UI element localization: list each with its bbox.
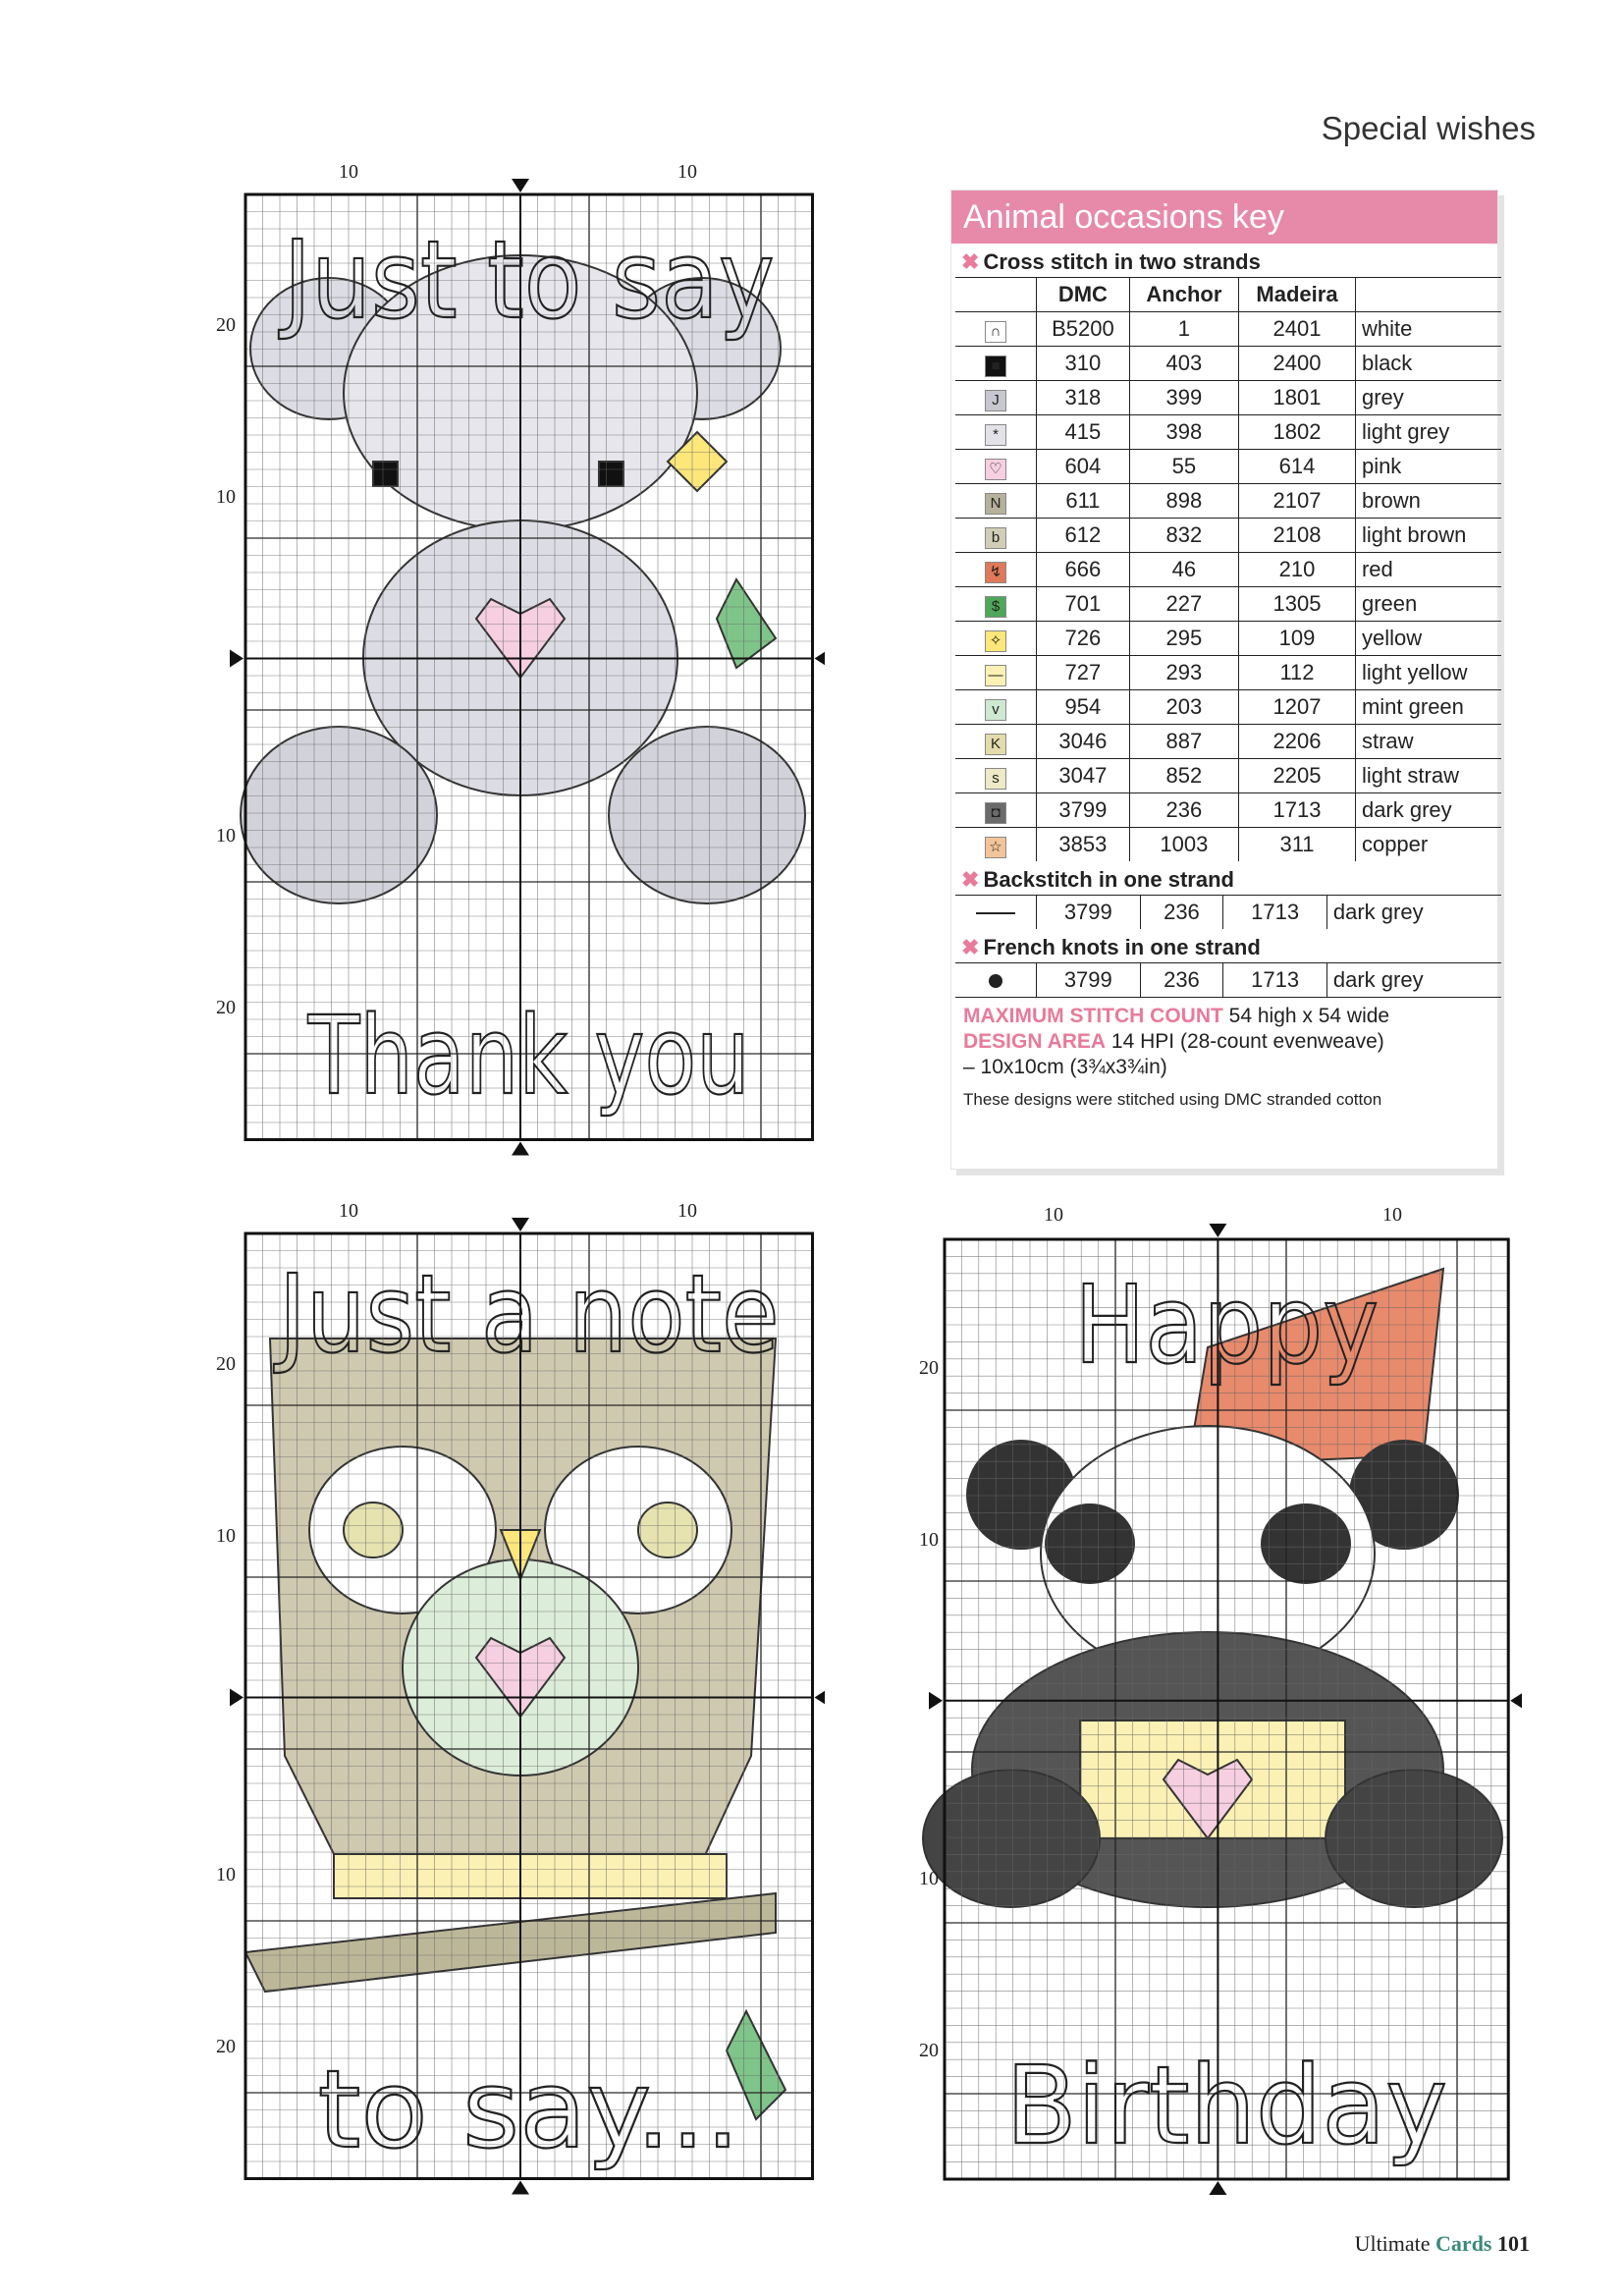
center-arrow-icon	[512, 179, 529, 192]
backstitch-heading: ✖ Backstitch in one strand	[961, 867, 1234, 892]
table-row: ■ 310 403 2400 black	[955, 347, 1501, 381]
chart-text-bottom: to say...	[317, 2047, 740, 2172]
panda-grid	[913, 1210, 1522, 2221]
y-label: 20	[216, 2036, 236, 2057]
french-knot-heading: ✖ French knots in one strand	[961, 935, 1261, 959]
owl-feet	[334, 1854, 727, 1898]
cross-icon: ✖	[961, 249, 980, 274]
eye-left	[344, 1503, 403, 1558]
chart-text-top: Just a note	[273, 1251, 780, 1377]
table-header-row	[955, 278, 1501, 312]
center-arrow-icon	[230, 1689, 244, 1707]
note: These designs were stitched using DMC stranded cotton	[963, 1090, 1382, 1109]
swatch-icon: ■	[955, 347, 1037, 381]
center-arrow-icon	[1209, 1224, 1226, 1237]
y-label: 10	[216, 486, 236, 508]
footer: Ultimate Cards 101	[1354, 2231, 1530, 2256]
chart-text-bottom: Birthday	[1005, 2043, 1448, 2168]
key-title: Animal occasions key	[951, 191, 1497, 244]
table-row: — 727 293 112 light yellow	[955, 656, 1501, 690]
swatch-icon: v	[955, 690, 1037, 725]
table-row: * 415 398 1802 light grey	[955, 415, 1501, 450]
x-label: 10	[339, 1200, 358, 1222]
table-row: ∩ B5200 1 2401 white	[955, 312, 1501, 347]
y-label: 20	[919, 2040, 939, 2061]
swatch-icon: K	[955, 725, 1037, 759]
table-row: $ 701 227 1305 green	[955, 587, 1501, 622]
table-row: b 612 832 2108 light brown	[955, 519, 1501, 553]
eye-patch-left	[1046, 1504, 1134, 1583]
table-row: v 954 203 1207 mint green	[955, 690, 1501, 725]
thread-key	[950, 190, 1498, 1170]
chart-koala	[216, 161, 825, 1159]
center-arrow-icon	[230, 650, 244, 668]
table-row: ↯ 666 46 210 red	[955, 553, 1501, 587]
max-stitch-count: MAXIMUM STITCH COUNT 54 high x 54 wide DESIGN AREA 14 HPI (28-count evenweave) – 10x10cm (3¾x3¾in)	[963, 1005, 1390, 1078]
table-row: ♡ 604 55 614 pink	[955, 450, 1501, 484]
panda-foot-right	[1326, 1770, 1502, 1907]
swatch-icon: b	[955, 519, 1037, 553]
y-label: 10	[216, 825, 236, 847]
thread-rows	[955, 312, 1501, 862]
cross-icon: ✖	[961, 867, 980, 892]
y-label: 10	[919, 1868, 939, 1889]
table-row: ✧ 726 295 109 yellow	[955, 622, 1501, 656]
cross-icon: ✖	[961, 935, 980, 959]
swatch-icon: ☆	[955, 828, 1037, 862]
chart-owl	[216, 1200, 825, 2217]
panda-foot-left	[923, 1770, 1100, 1907]
table-row: J 318 399 1801 grey	[955, 381, 1501, 415]
center-arrow-icon	[512, 2181, 529, 2195]
koala-foot-right	[609, 727, 805, 903]
cross-stitch-heading: ✖ Cross stitch in two strands	[961, 249, 1261, 274]
dot-icon	[955, 963, 1037, 998]
swatch-icon: N	[955, 484, 1037, 519]
swatch-icon: ↯	[955, 553, 1037, 587]
chart-text-top: Happy	[1074, 1262, 1380, 1388]
owl-grid	[226, 1206, 825, 2217]
col-madeira: Madeira	[1239, 278, 1356, 312]
table-row: 3799 236 1713 dark grey	[955, 963, 1501, 998]
eye-right	[599, 462, 623, 486]
y-label: 10	[216, 1525, 236, 1547]
eye-patch-right	[1262, 1504, 1350, 1583]
thread-table	[955, 277, 1501, 861]
x-label: 10	[339, 161, 358, 183]
swatch-icon: $	[955, 587, 1037, 622]
backstitch-table	[955, 895, 1501, 929]
table-row: 3799 236 1713 dark grey	[955, 896, 1501, 930]
swatch-icon: ◘	[955, 793, 1037, 828]
swatch-icon: s	[955, 759, 1037, 793]
center-arrow-icon	[815, 1689, 826, 1707]
y-label: 20	[216, 314, 236, 336]
x-label: 10	[1382, 1204, 1402, 1226]
y-label: 20	[919, 1357, 939, 1379]
swatch-icon: ♡	[955, 450, 1037, 484]
swatch-icon: ∩	[955, 312, 1037, 347]
table-row: N 611 898 2107 brown	[955, 484, 1501, 519]
chart-text-bottom: Thank you	[306, 993, 750, 1119]
swatch-icon: ✧	[955, 622, 1037, 656]
table-row: K 3046 887 2206 straw	[955, 725, 1501, 759]
table-row: ☆ 3853 1003 311 copper	[955, 828, 1501, 862]
y-label: 20	[216, 1353, 236, 1375]
y-label: 10	[216, 1864, 236, 1886]
col-dmc: DMC	[1037, 278, 1130, 312]
table-row: s 3047 852 2205 light straw	[955, 759, 1501, 793]
center-arrow-icon	[1510, 1692, 1522, 1710]
center-arrow-icon	[815, 650, 826, 668]
chart-panda	[913, 1204, 1522, 2221]
center-arrow-icon	[1209, 2181, 1226, 2195]
y-label: 10	[919, 1529, 939, 1551]
koala-foot-left	[241, 727, 437, 903]
swatch-icon: J	[955, 381, 1037, 415]
center-arrow-icon	[512, 1218, 529, 1231]
x-label: 10	[1044, 1204, 1063, 1226]
page-number: 101	[1497, 2231, 1530, 2256]
center-arrow-icon	[512, 1142, 529, 1156]
koala-grid	[226, 167, 825, 1159]
x-label: 10	[677, 161, 697, 183]
col-anchor: Anchor	[1129, 278, 1238, 312]
eye-right	[638, 1503, 697, 1558]
table-row: ◘ 3799 236 1713 dark grey	[955, 793, 1501, 828]
section-title: Special wishes	[1321, 110, 1536, 146]
y-label: 20	[216, 997, 236, 1018]
line-icon	[955, 896, 1037, 930]
swatch-icon: —	[955, 656, 1037, 690]
swatch-icon: *	[955, 415, 1037, 450]
x-label: 10	[677, 1200, 697, 1222]
eye-left	[373, 462, 398, 486]
french-knot-table	[955, 962, 1501, 998]
center-arrow-icon	[929, 1692, 943, 1710]
chart-text-top: Just to say	[278, 217, 775, 343]
